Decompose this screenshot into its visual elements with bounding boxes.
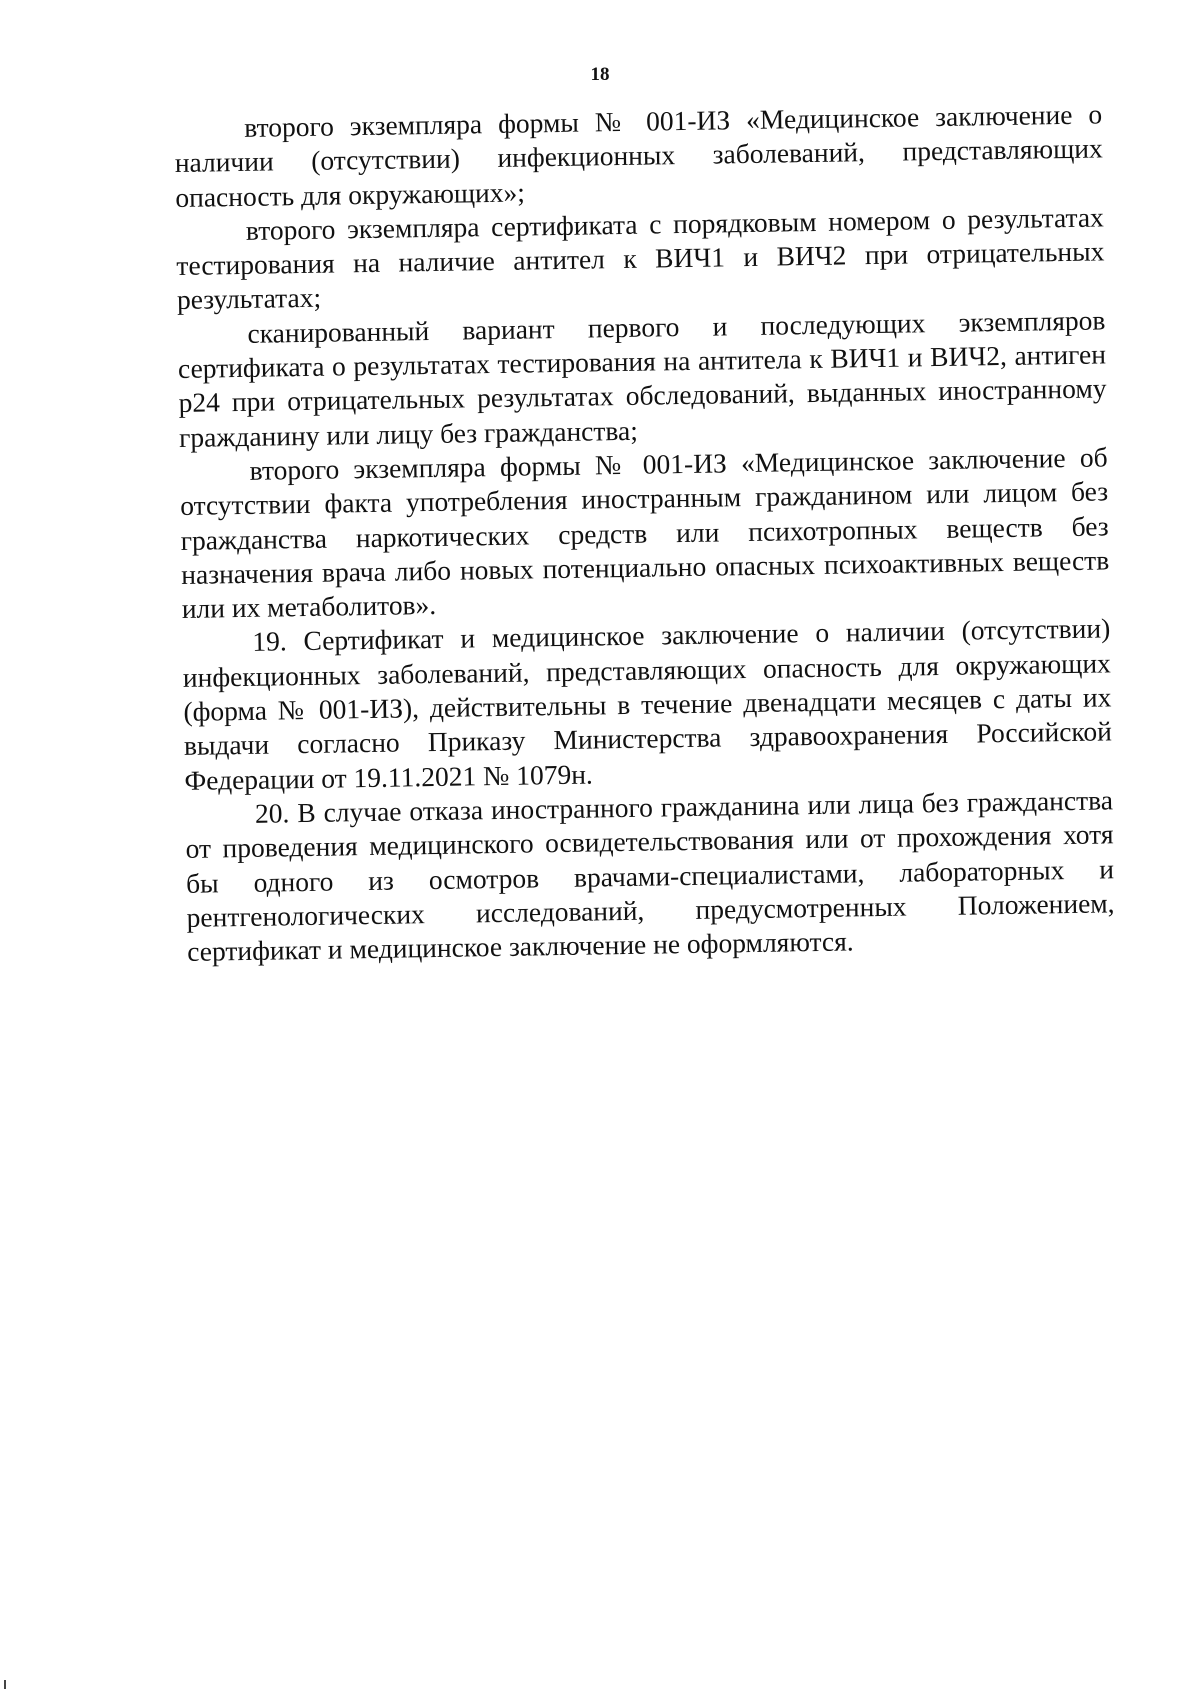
paragraph-clause-19: 19. Сертификат и медицинское заключение о наличии (отсутствии) инфекционных заболеваний, представляющих опасность для окружающих (форма № 001-ИЗ), действительны в течение двенадцати месяцев с даты их выдачи согласно Приказу Министерства здравоохранения Российской Федерации от 19.11.2021 № 1079н. bbox=[182, 612, 1113, 796]
paragraph-hiv-certificate-copy: второго экземпляра сертификата с порядковым номером о результатах тестирования на наличие антител к ВИЧ1 и ВИЧ2 при отрицательных результатах; bbox=[176, 201, 1105, 316]
paragraph-clause-20: 20. В случае отказа иностранного гражданина или лица без гражданства от проведения медицинского освидетельствования или от прохождения хотя бы одного из осмотров врачами-специалистами, лабораторных и рентгенологических исследований, предусмотренных Положением, сертификат и медицинское заключение не оформляются. bbox=[185, 784, 1115, 968]
paragraph-form-001-iz-narcotics: второго экземпляра формы № 001-ИЗ «Медицинское заключение об отсутствии факта употребления иностранным гражданином или лицом без гражданства наркотических средств или психотропных веществ без назначения врача либо новых потенциально опасных психоактивных веществ или их метаболитов». bbox=[179, 441, 1110, 625]
document-body bbox=[174, 97, 1115, 969]
page-number: 18 bbox=[590, 64, 610, 85]
paragraph-scanned-certificate: сканированный вариант первого и последующих экземпляров сертификата о результатах тестирования на антитела к ВИЧ1 и ВИЧ2, антиген р24 при отрицательных результатах обследований, выданных иностранному гражданину или лицу без гражданства; bbox=[177, 304, 1107, 453]
scan-artifact bbox=[4, 1680, 6, 1689]
paragraph-form-001-iz-infections: второго экземпляра формы № 001-ИЗ «Медицинское заключение о наличии (отсутствии) инфекционных заболеваний, представляющих опасность для окружающих»; bbox=[174, 98, 1103, 213]
